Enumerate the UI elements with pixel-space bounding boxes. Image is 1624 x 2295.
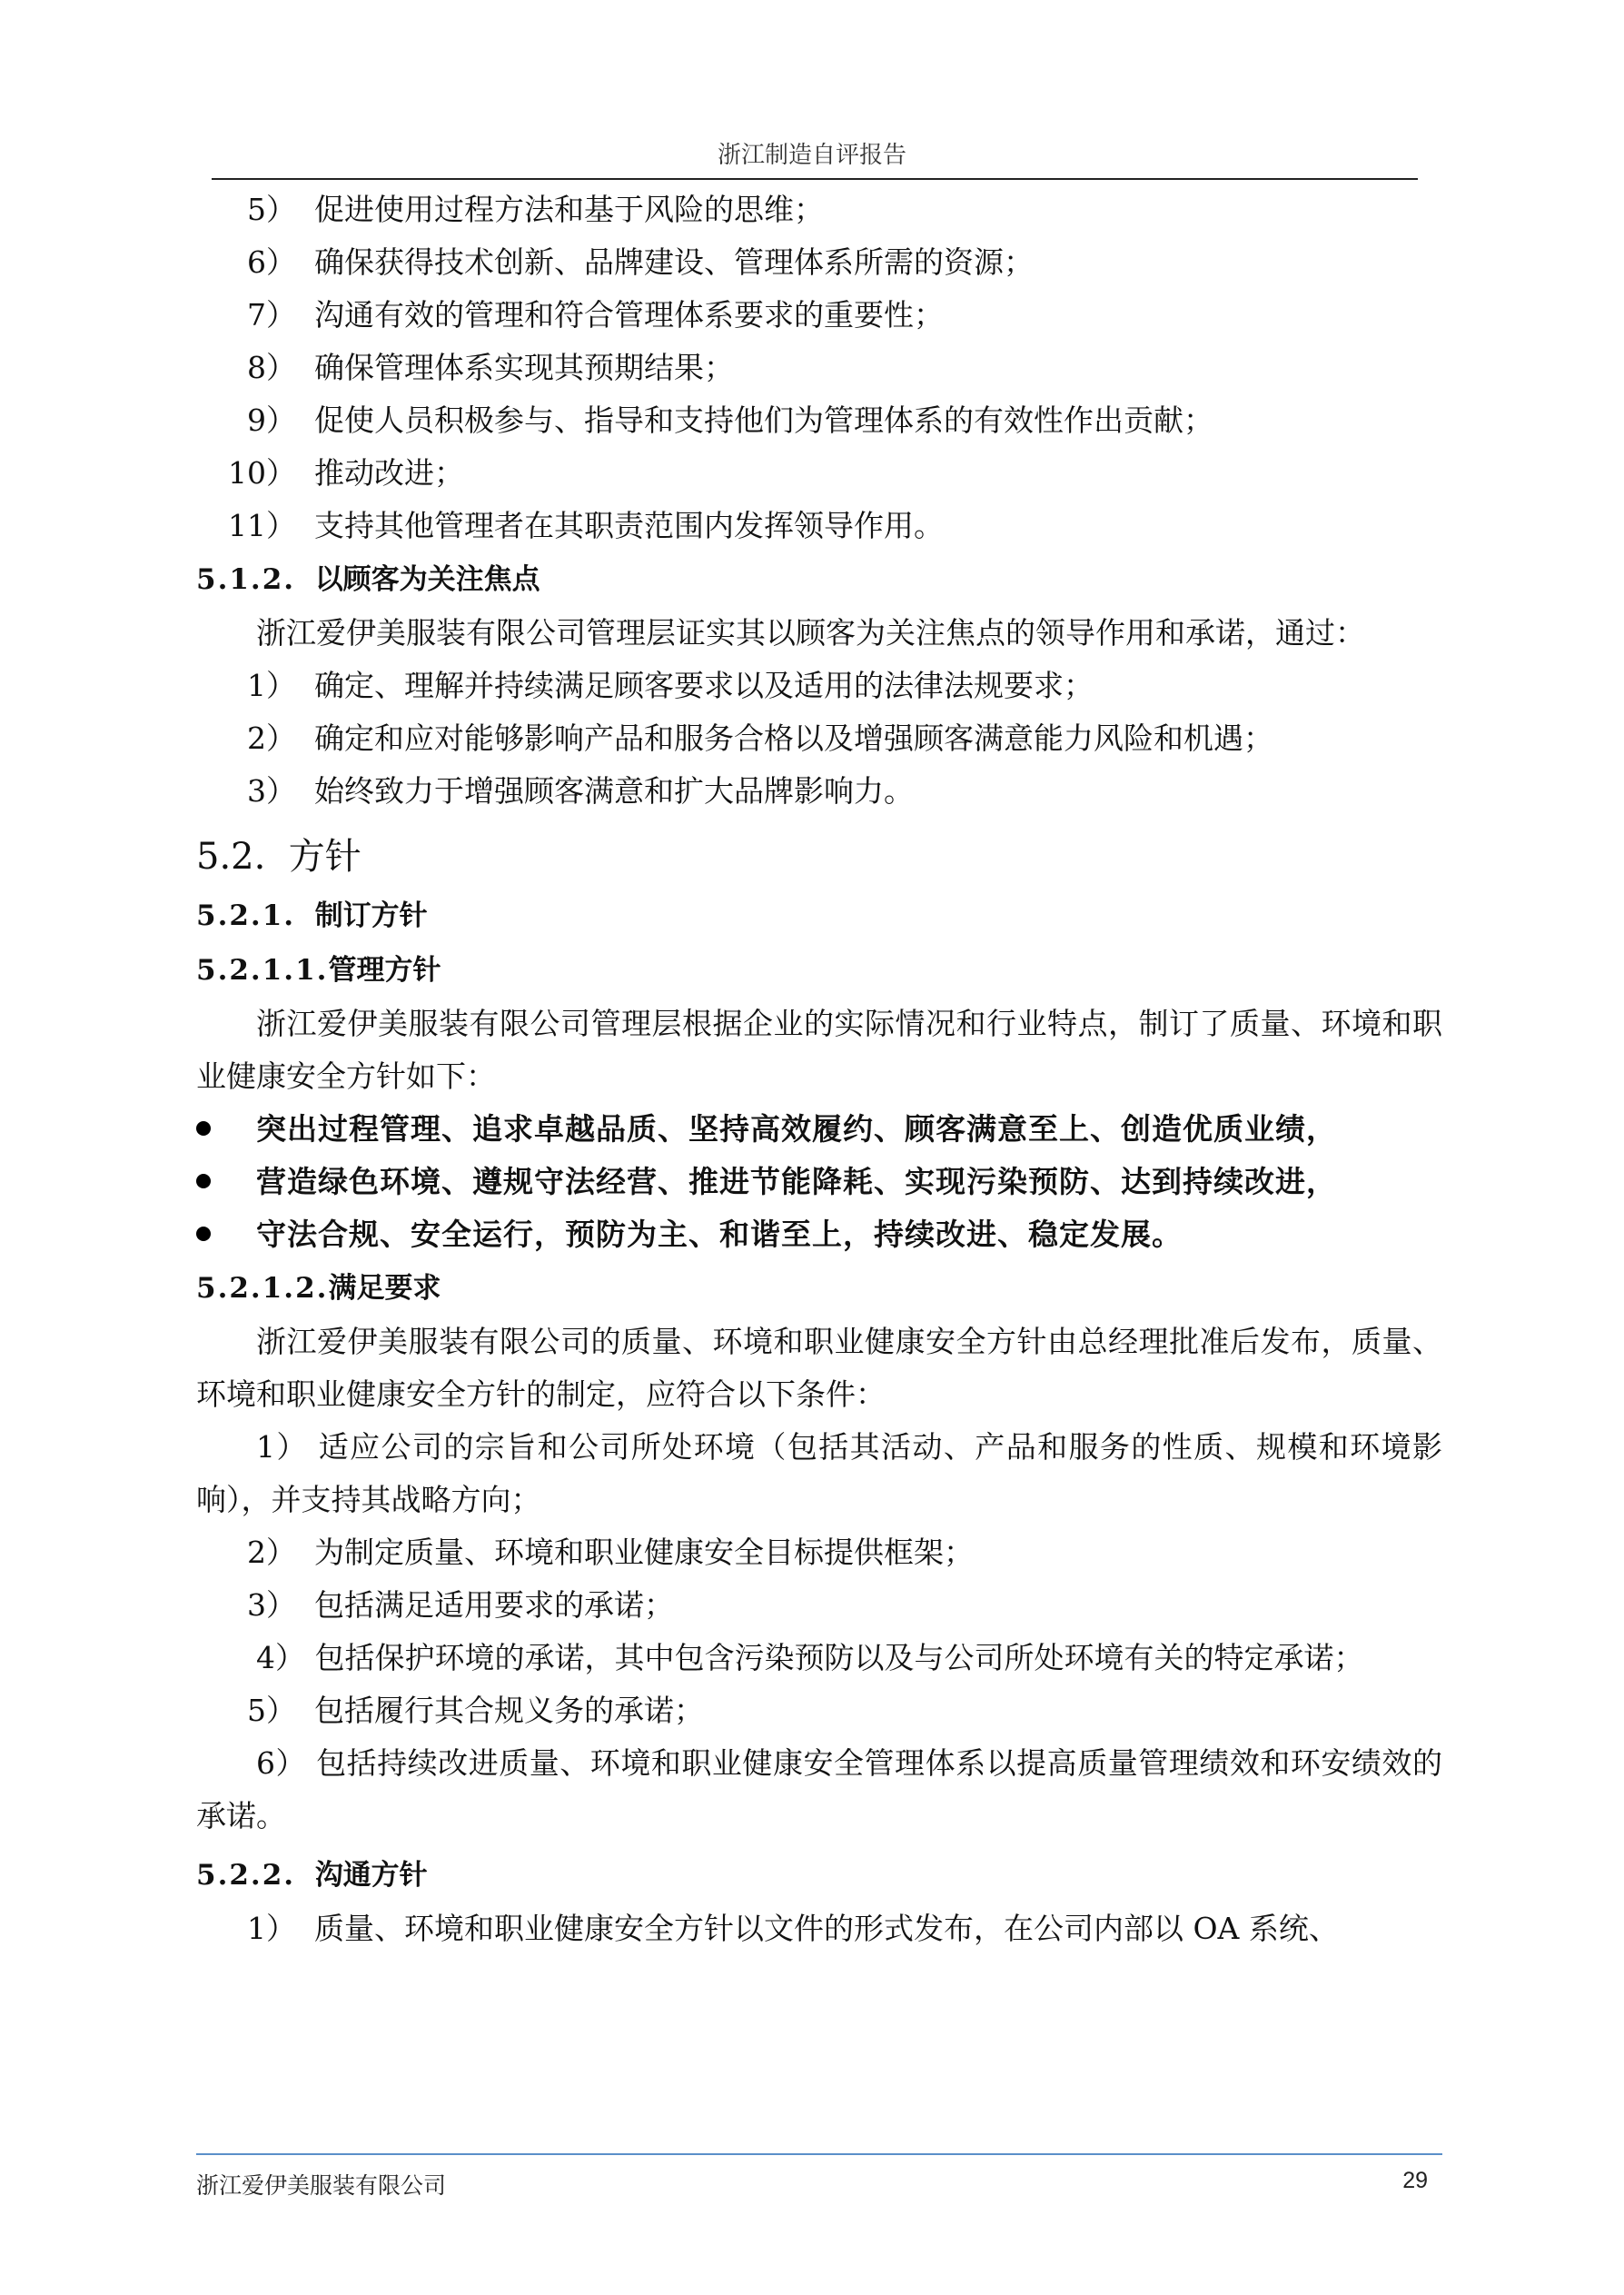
bullet-dot-icon <box>196 1174 211 1188</box>
policy-bullet <box>196 1208 1442 1261</box>
section-heading <box>196 552 1442 607</box>
list-item <box>196 394 1442 447</box>
list-text: 适应公司的宗旨和公司所处环境（包括其活动、产品和服务的性质、规模和环境影响），并支持其战略方向； <box>196 1429 1442 1517</box>
list-item-wrapped <box>196 1737 1442 1843</box>
list-item <box>196 1903 1442 1955</box>
list-text: 确保获得技术创新、品牌建设、管理体系所需的资源； <box>314 244 1034 280</box>
list-item <box>196 500 1442 552</box>
list-number: 1） <box>247 668 296 703</box>
section-title: 沟通方针 <box>314 1859 428 1892</box>
list-number: 8） <box>247 350 296 385</box>
list-item <box>196 289 1442 342</box>
header-divider <box>212 178 1418 180</box>
list-number: 5） <box>247 192 296 227</box>
list-text: 沟通有效的管理和符合管理体系要求的重要性； <box>314 297 944 333</box>
section-title: 方针 <box>288 836 361 878</box>
list-item <box>196 447 1442 500</box>
paragraph: 浙江爱伊美服装有限公司管理层根据企业的实际情况和行业特点，制订了质量、环境和职业健康安全方针如下： <box>196 1006 1442 1094</box>
list-item <box>196 1684 1442 1737</box>
list-text: 确定、理解并持续满足顾客要求以及适用的法律法规要求； <box>314 668 1094 703</box>
bullet-text: 突出过程管理、追求卓越品质、坚持高效履约、顾客满意至上、创造优质业绩， <box>256 1111 1337 1147</box>
list-text: 包括满足适用要求的承诺； <box>314 1587 674 1623</box>
list-item <box>196 765 1442 818</box>
list-number: 10） <box>228 455 296 491</box>
list-item-wrapped <box>196 1421 1442 1526</box>
section-heading <box>196 889 1442 943</box>
list-item <box>196 1579 1442 1632</box>
section-heading <box>196 1261 1442 1316</box>
list-text: 促使人员积极参与、指导和支持他们为管理体系的有效性作出贡献； <box>314 402 1213 438</box>
paragraph: 浙江爱伊美服装有限公司的质量、环境和职业健康安全方针由总经理批准后发布，质量、环境和职业健康安全方针的制定，应符合以下条件： <box>196 1324 1442 1412</box>
list-item <box>196 712 1442 765</box>
list-item <box>196 1526 1442 1579</box>
list-number: 5） <box>247 1693 296 1728</box>
bullet-text: 守法合规、安全运行，预防为主、和谐至上，持续改进、稳定发展。 <box>256 1217 1183 1252</box>
paragraph: 浙江爱伊美服装有限公司管理层证实其以顾客为关注焦点的领导作用和承诺，通过： <box>256 615 1365 651</box>
footer-divider <box>196 2153 1442 2155</box>
section-heading <box>196 943 1442 998</box>
list-text: 包括持续改进质量、环境和职业健康安全管理体系以提高质量管理绩效和环安绩效的承诺。 <box>196 1745 1442 1833</box>
policy-bullet <box>196 1156 1442 1208</box>
list-text: 质量、环境和职业健康安全方针以文件的形式发布，在公司内部以 OA 系统、 <box>314 1911 1339 1946</box>
bullet-dot-icon <box>196 1227 211 1241</box>
bullet-text: 营造绿色环境、遵规守法经营、推进节能降耗、实现污染预防、达到持续改进， <box>256 1164 1337 1199</box>
list-text: 支持其他管理者在其职责范围内发挥领导作用。 <box>314 508 944 543</box>
list-text: 促进使用过程方法和基于风险的思维； <box>314 192 824 227</box>
section-title: 管理方针 <box>328 954 441 987</box>
list-item <box>196 660 1442 712</box>
list-text: 为制定质量、环境和职业健康安全目标提供框架； <box>314 1535 974 1570</box>
list-number: 2） <box>247 720 296 756</box>
list-number: 6） <box>256 1745 307 1781</box>
list-item <box>196 184 1442 236</box>
policy-bullet <box>196 1103 1442 1156</box>
footer-company: 浙江爱伊美服装有限公司 <box>196 2172 447 2199</box>
list-number: 3） <box>247 773 296 809</box>
list-text: 确定和应对能够影响产品和服务合格以及增强顾客满意能力风险和机遇； <box>314 720 1273 756</box>
bullet-dot-icon <box>196 1121 211 1136</box>
list-text: 确保管理体系实现其预期结果； <box>314 350 734 385</box>
list-number: 7） <box>247 297 296 333</box>
section-number: 5.1.2. <box>196 563 296 596</box>
list-text: 包括保护环境的承诺，其中包含污染预防以及与公司所处环境有关的特定承诺； <box>314 1640 1364 1675</box>
list-number: 1） <box>247 1911 296 1946</box>
list-number: 2） <box>247 1535 296 1570</box>
section-number: 5.2.2. <box>196 1859 296 1892</box>
list-item-wrapped <box>196 1632 1442 1684</box>
section-number: 5.2. <box>196 836 266 878</box>
list-text: 推动改进； <box>314 455 464 491</box>
list-item <box>196 236 1442 289</box>
list-number: 4） <box>256 1640 305 1675</box>
section-title: 满足要求 <box>328 1272 441 1305</box>
section-number: 5.2.1.1. <box>196 954 329 987</box>
section-title: 制订方针 <box>314 899 428 932</box>
document-body <box>196 184 1442 1955</box>
page-header-title: 浙江制造自评报告 <box>717 142 906 169</box>
section-title: 以顾客为关注焦点 <box>314 563 540 596</box>
list-number: 1） <box>256 1429 308 1465</box>
list-number: 9） <box>247 402 296 438</box>
section-heading <box>196 825 1442 889</box>
list-text: 始终致力于增强顾客满意和扩大品牌影响力。 <box>314 773 914 809</box>
section-number: 5.2.1.2. <box>196 1272 329 1305</box>
list-number: 6） <box>247 244 296 280</box>
list-text: 包括履行其合规义务的承诺； <box>314 1693 704 1728</box>
list-number: 11） <box>228 508 296 543</box>
list-item <box>196 342 1442 394</box>
list-number: 3） <box>247 1587 296 1623</box>
section-number: 5.2.1. <box>196 899 296 932</box>
page-number: 29 <box>1402 2168 1428 2193</box>
section-heading <box>196 1848 1442 1903</box>
